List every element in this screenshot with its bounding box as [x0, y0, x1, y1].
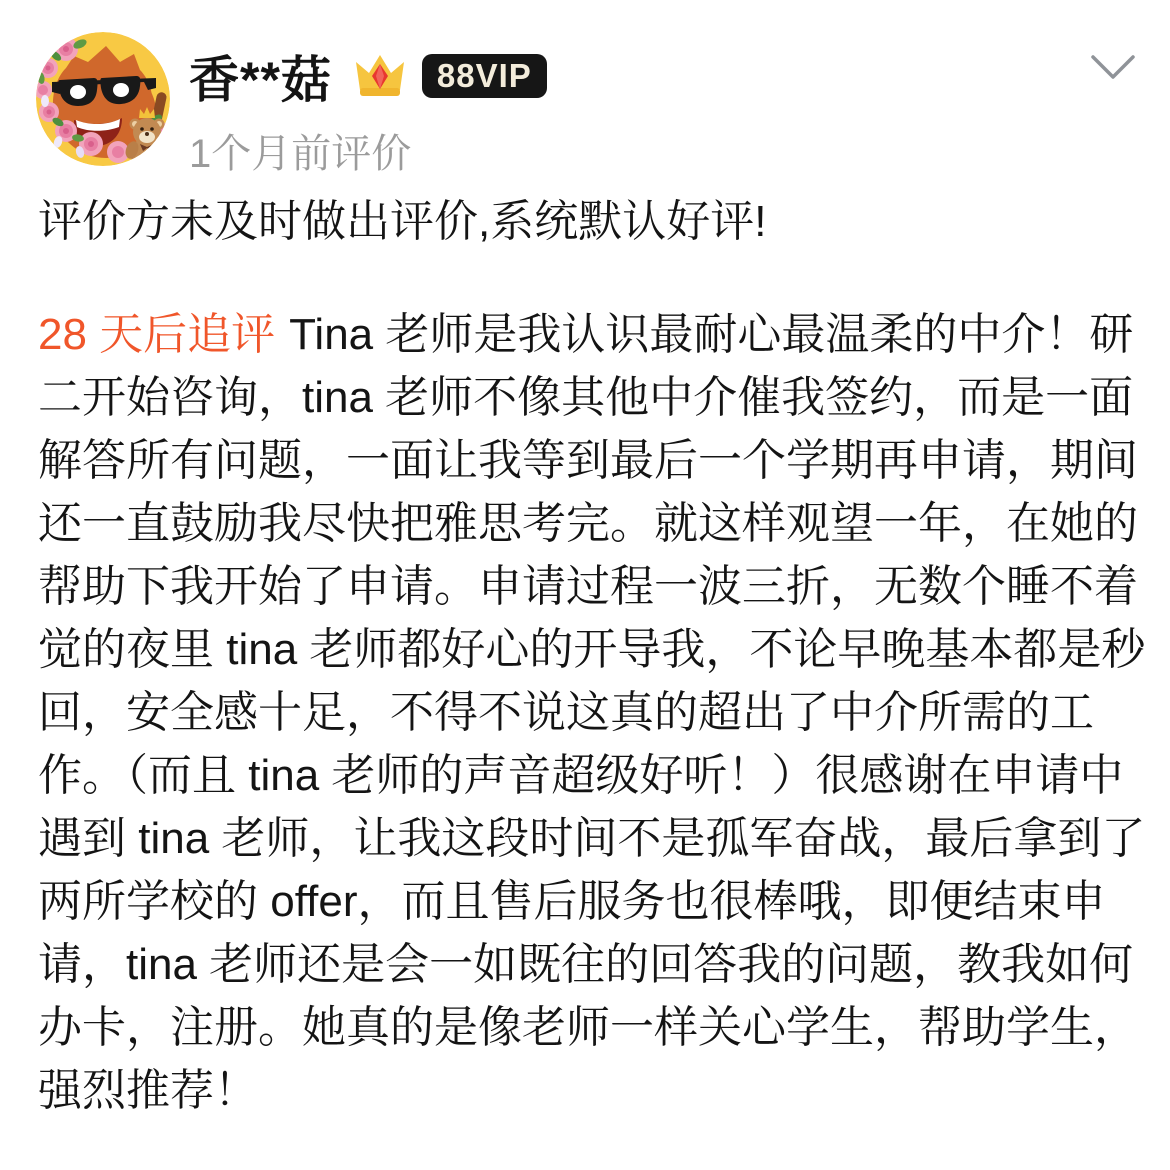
- review-text-line: 强烈推荐！: [38, 1066, 258, 1115]
- review-text-line: 两所学校的 offer，而且售后服务也很棒哦，即便结束申: [38, 877, 1106, 926]
- reviewer-info: [189, 44, 547, 108]
- review-text-line: 解答所有问题，一面让我等到最后一个学期再申请，期间: [38, 436, 1138, 485]
- review-text-line: 办卡，注册。她真的是像老师一样关心学生，帮助学生，: [38, 1003, 1138, 1052]
- review-text-line: 帮助下我开始了申请。申请过程一波三折，无数个睡不着: [38, 562, 1138, 611]
- review-text-line: 作。（而且 tina 老师的声音超级好听！）很感谢在申请中: [38, 751, 1124, 800]
- vip-badge: 88VIP: [422, 54, 547, 98]
- review-text-line: 还一直鼓励我尽快把雅思考完。就这样观望一年，在她的: [38, 499, 1138, 548]
- crown-icon: [354, 51, 406, 101]
- default-review-notice: 评价方未及时做出评价,系统默认好评!: [38, 197, 767, 246]
- avatar: [36, 32, 170, 166]
- review-text-line: 回，安全感十足，不得不说这真的超出了中介所需的工: [38, 688, 1094, 737]
- review-text-line: 觉的夜里 tina 老师都好心的开导我，不论早晚基本都是秒: [38, 625, 1146, 674]
- username: 香**菇: [189, 52, 332, 108]
- review-text-line: 请，tina 老师还是会一如既往的回答我的问题，教我如何: [38, 940, 1134, 989]
- review-text-line: 遇到 tina 老师，让我这段时间不是孤军奋战，最后拿到了: [38, 814, 1146, 863]
- avatar-image: [36, 32, 170, 166]
- review-timestamp: 1个月前评价: [189, 132, 412, 176]
- chevron-down-icon[interactable]: [1090, 54, 1136, 82]
- review-text: Tina 老师是我认识最耐心最温柔的中介！研: [289, 310, 1134, 359]
- review-text-line: 二开始咨询，tina 老师不像其他中介催我签约，而是一面: [38, 373, 1134, 422]
- followup-review: [38, 303, 1150, 1122]
- review-text-line: [38, 303, 1150, 366]
- followup-label: 28 天后追评: [38, 310, 276, 359]
